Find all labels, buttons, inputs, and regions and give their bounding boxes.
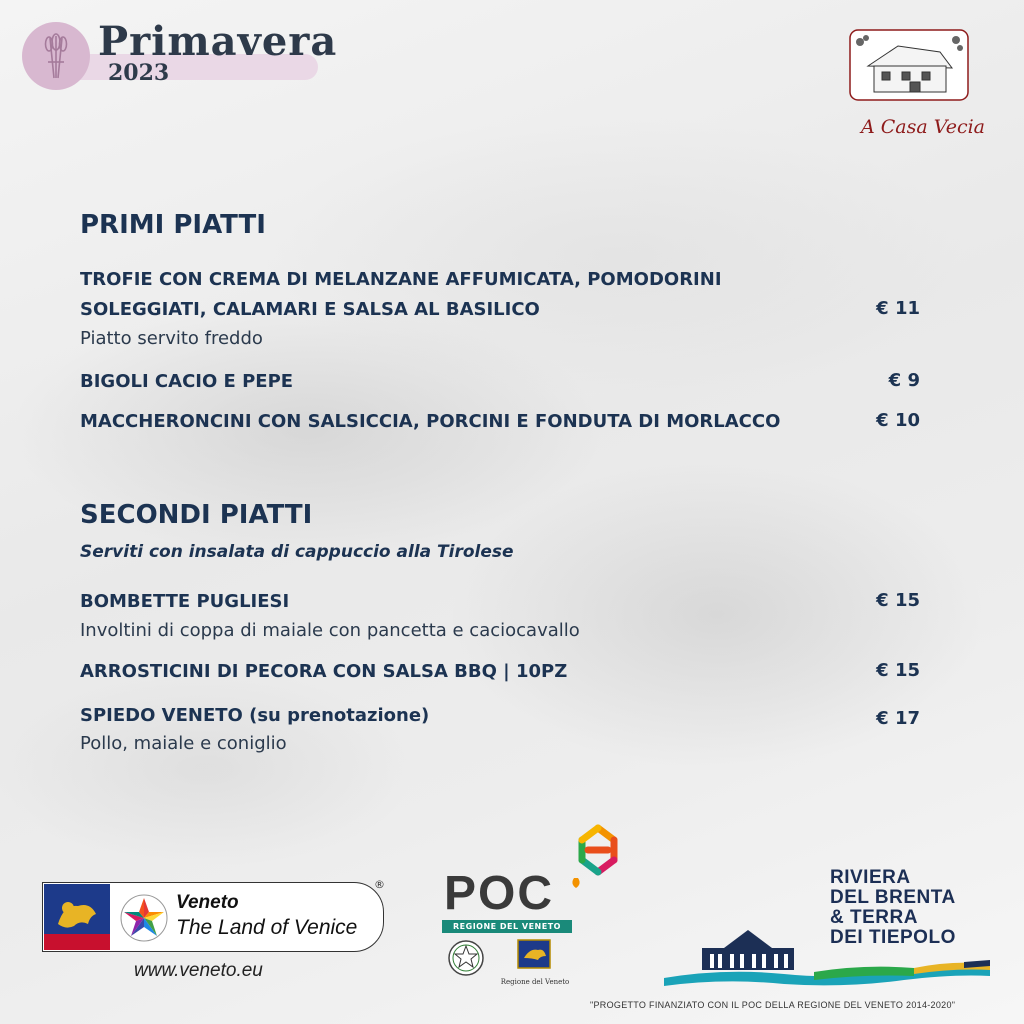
riviera-line: DEI TIEPOLO [830, 927, 956, 948]
dish-name: BIGOLI CACIO E PEPE [80, 371, 294, 392]
season-year: 2023 [108, 60, 170, 86]
dish-description: Pollo, maiale e coniglio [80, 733, 287, 754]
dish-price: € 17 [876, 708, 920, 729]
italian-republic-emblem-icon [446, 938, 486, 978]
dish-description: Piatto servito freddo [80, 328, 263, 349]
dish-price: € 15 [876, 660, 920, 681]
dish-description: Involtini di coppa di maiale con pancetta e caciocavallo [80, 620, 580, 641]
section-note: Serviti con insalata di cappuccio alla Tirolese [80, 542, 514, 562]
dish-name: SOLEGGIATI, CALAMARI E SALSA AL BASILICO [80, 299, 540, 320]
section-title-secondi: SECONDI PIATTI [80, 500, 313, 530]
section-title-primi: PRIMI PIATTI [80, 210, 266, 240]
dish-price: € 9 [888, 370, 920, 391]
riviera-line: RIVIERA [830, 867, 911, 888]
dish-name: MACCHERONCINI CON SALSICCIA, PORCINI E FONDUTA DI MORLACCO [80, 411, 781, 432]
season-title: Primavera [98, 18, 338, 65]
wheat-logo-icon [22, 22, 90, 90]
veneto-region-emblem-icon [514, 938, 554, 970]
lion-of-saint-mark-icon [44, 884, 110, 950]
rainbow-star-icon [120, 894, 168, 942]
poc-title: POC [444, 867, 555, 920]
riviera-line: DEL BRENTA [830, 887, 956, 908]
dish-name: BOMBETTE PUGLIESI [80, 591, 290, 612]
poc-star-icon [566, 822, 630, 894]
veneto-name: Veneto [176, 892, 239, 913]
riviera-line: & TERRA [830, 907, 918, 928]
restaurant-name: A Casa Vecia [860, 116, 985, 138]
dish-name: TROFIE CON CREMA DI MELANZANE AFFUMICATA, POMODORINI [80, 269, 722, 290]
dish-price: € 11 [876, 298, 920, 319]
villa-river-icon [664, 924, 990, 990]
veneto-url[interactable]: www.veneto.eu [134, 960, 263, 981]
veneto-region-label: Regione del Veneto [500, 978, 570, 986]
poc-region-band: REGIONE DEL VENETO [442, 920, 572, 933]
house-logo-icon [848, 28, 970, 102]
dish-price: € 15 [876, 590, 920, 611]
dish-price: € 10 [876, 410, 920, 431]
dish-name: SPIEDO VENETO (su prenotazione) [80, 705, 430, 726]
veneto-tagline: The Land of Venice [176, 916, 358, 939]
funding-note: "PROGETTO FINANZIATO CON IL POC DELLA REGIONE DEL VENETO 2014-2020" [590, 1000, 956, 1010]
dish-name: ARROSTICINI DI PECORA CON SALSA BBQ | 10PZ [80, 661, 568, 682]
registered-mark: ® [374, 878, 385, 891]
